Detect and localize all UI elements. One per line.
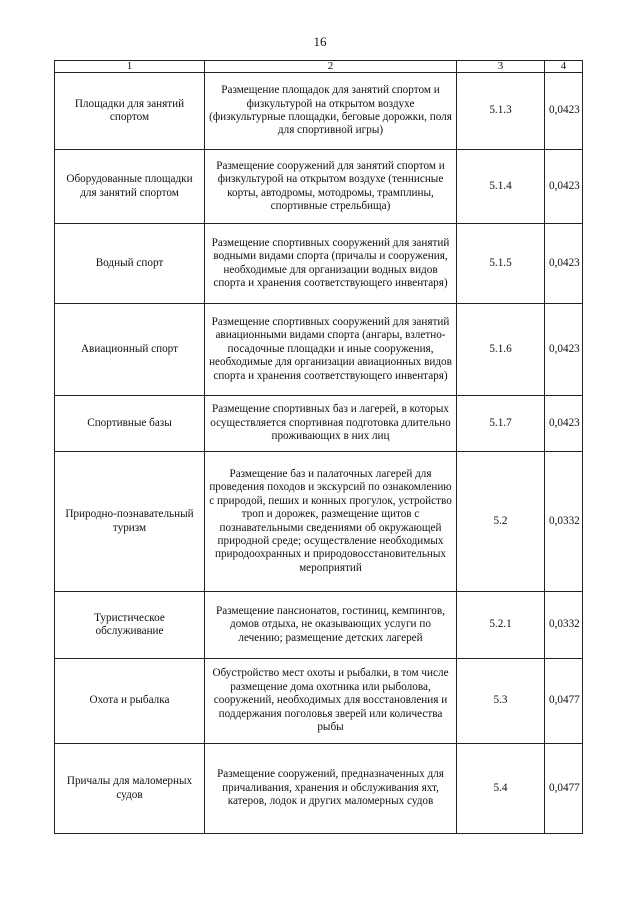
land-use-value: 0,0423	[545, 304, 583, 396]
land-use-name: Причалы для маломерных судов	[55, 744, 205, 834]
column-header: 4	[545, 61, 583, 73]
column-header: 3	[457, 61, 545, 73]
land-use-value: 0,0332	[545, 452, 583, 592]
land-use-code: 5.1.4	[457, 150, 545, 224]
land-use-value: 0,0423	[545, 224, 583, 304]
land-use-code: 5.3	[457, 659, 545, 744]
page-number: 16	[313, 34, 327, 49]
table-row	[55, 150, 583, 224]
land-use-code: 5.2.1	[457, 592, 545, 659]
column-header: 2	[205, 61, 457, 73]
land-use-name: Туристическое обслуживание	[55, 592, 205, 659]
land-use-code: 5.1.6	[457, 304, 545, 396]
land-use-name: Природно-познавательный туризм	[55, 452, 205, 592]
land-use-name: Спортивные базы	[55, 396, 205, 452]
table-row	[55, 224, 583, 304]
land-use-name: Оборудованные площадки для занятий спортом	[55, 150, 205, 224]
land-use-value: 0,0423	[545, 73, 583, 150]
land-use-description: Размещение сооружений для занятий спортом и физкультурой на открытом воздухе (теннисные корты, автодромы, мотодромы, трамплины, спортивные стрельбища)	[205, 150, 457, 224]
land-use-code: 5.1.5	[457, 224, 545, 304]
land-use-description: Размещение площадок для занятий спортом и физкультурой на открытом воздухе (физкультурные площадки, беговые дорожки, поля для спортивной игры)	[205, 73, 457, 150]
land-use-name: Охота и рыбалка	[55, 659, 205, 744]
table-row	[55, 744, 583, 834]
land-use-name: Авиационный спорт	[55, 304, 205, 396]
table-row	[55, 452, 583, 592]
land-use-code: 5.2	[457, 452, 545, 592]
land-use-description: Обустройство мест охоты и рыбалки, в том числе размещение дома охотника или рыболова, сооружений, необходимых для восстановления и поддержания поголовья зверей или количества рыбы	[205, 659, 457, 744]
header-row	[55, 61, 583, 73]
land-use-description: Размещение сооружений, предназначенных для причаливания, хранения и обслуживания яхт, катеров, лодок и других маломерных судов	[205, 744, 457, 834]
land-use-value: 0,0332	[545, 592, 583, 659]
land-use-name: Водный спорт	[55, 224, 205, 304]
land-use-name: Площадки для занятий спортом	[55, 73, 205, 150]
table-row	[55, 396, 583, 452]
land-use-value: 0,0477	[545, 744, 583, 834]
land-use-code: 5.1.7	[457, 396, 545, 452]
table-row	[55, 659, 583, 744]
table-row	[55, 304, 583, 396]
table-row	[55, 592, 583, 659]
land-use-code: 5.1.3	[457, 73, 545, 150]
land-use-table	[54, 60, 583, 834]
land-use-description: Размещение пансионатов, гостиниц, кемпингов, домов отдыха, не оказывающих услуги по лечению; размещение детских лагерей	[205, 592, 457, 659]
land-use-description: Размещение спортивных сооружений для занятий авиационными видами спорта (ангары, взлетно-посадочные площадки и иные сооружения, необходимые для организации авиационных видов спорта и хранения соответствующего инвентаря)	[205, 304, 457, 396]
land-use-value: 0,0423	[545, 396, 583, 452]
land-use-description: Размещение баз и палаточных лагерей для проведения походов и экскурсий по ознакомлению с природой, пеших и конных прогулок, устройство троп и дорожек, размещение щитов с познавательными сведениями об окружающей природной среде; осуществление необходимых природоохранных и природовосстановительных мероприятий	[205, 452, 457, 592]
land-use-description: Размещение спортивных сооружений для занятий водными видами спорта (причалы и сооружения, необходимые для организации водных видов спорта и хранения соответствующего инвентаря)	[205, 224, 457, 304]
land-use-value: 0,0423	[545, 150, 583, 224]
column-header: 1	[55, 61, 205, 73]
land-use-description: Размещение спортивных баз и лагерей, в которых осуществляется спортивная подготовка длительно проживающих в них лиц	[205, 396, 457, 452]
table-row	[55, 73, 583, 150]
land-use-code: 5.4	[457, 744, 545, 834]
land-use-value: 0,0477	[545, 659, 583, 744]
